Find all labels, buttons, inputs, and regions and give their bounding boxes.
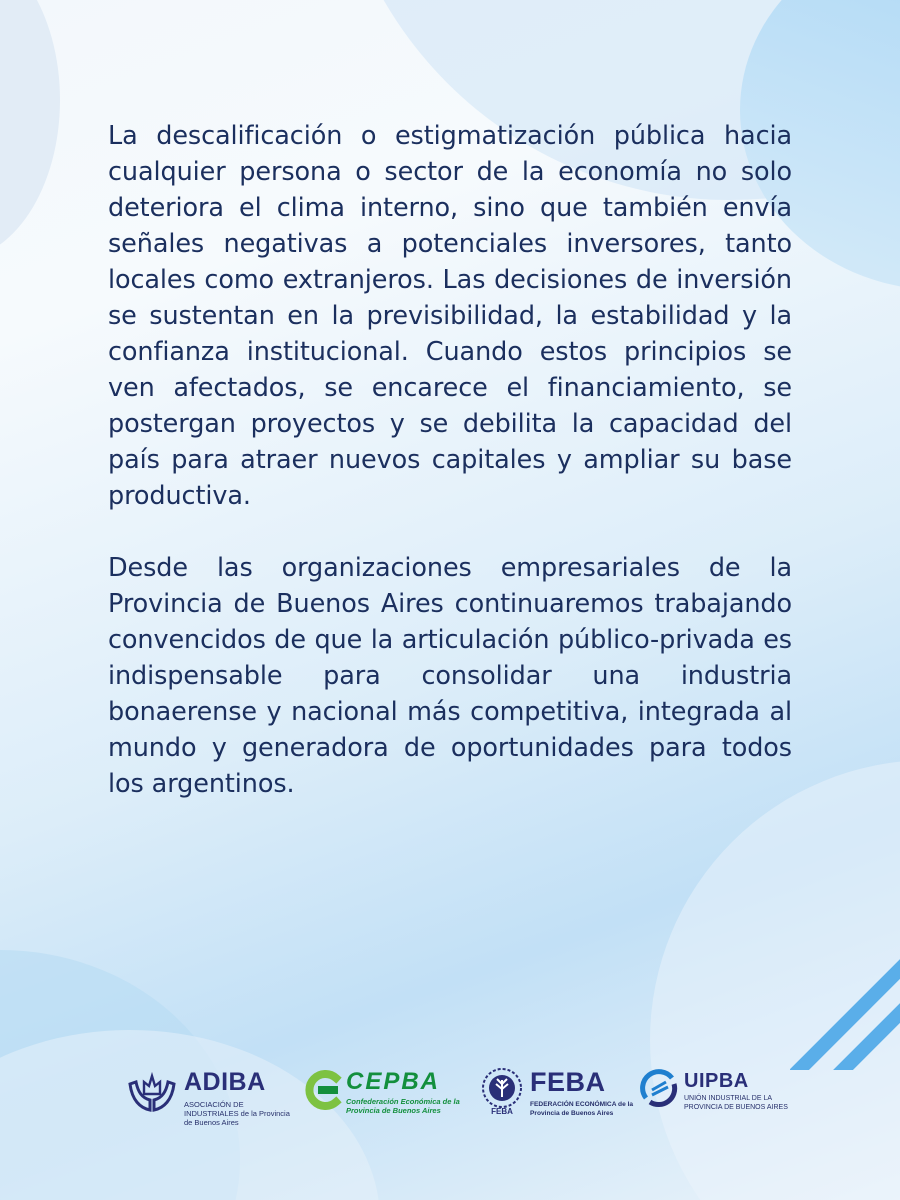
background-circle (0, 0, 60, 260)
cepba-logo (302, 1060, 467, 1122)
uipba-name: UIPBA (684, 1070, 749, 1092)
stripe (790, 938, 900, 1070)
feba-subtitle: FEDERACIÓN ECONÓMICA de la Provincia de Buenos Aires (530, 1101, 634, 1117)
paragraph-2: Desde las organizaciones empresariales de la Provincia de Buenos Aires continuaremos trabajando convencidos de que la articulación público-privada es indispensable para consolidar una industria bonaerense y nacional más competitiva, integrada al mundo y generadora de oportunidades para todos los argentinos. (108, 553, 792, 799)
adiba-name: ADIBA (184, 1068, 266, 1096)
feba-seal-text: FEBA (491, 1107, 513, 1116)
cepba-name: CEPBA (346, 1068, 441, 1095)
adiba-subtitle: ASOCIACIÓN DE INDUSTRIALES de la Provincia de Buenos Aires (184, 1100, 290, 1127)
organizations-logos (0, 1060, 900, 1130)
statement-body (108, 118, 792, 802)
uipba-subtitle: UNIÓN INDUSTRIAL DE LA PROVINCIA DE BUENOS AIRES (684, 1095, 788, 1111)
feba-wheat-seal-icon (478, 1066, 526, 1116)
paragraph-1: La descalificación o estigmatización pública hacia cualquier persona o sector de la economía no solo deteriora el clima interno, sino que también envía señales negativas a potenciales inversores, tanto locales como extranjeros. Las decisiones de inversión se sustentan en la previsibilidad, la estabilidad y la confianza institucional. Cuando estos principios se ven afectados, se encarece el financiamiento, se postergan proyectos y se debilita la capacidad del país para atraer nuevos capitales y ampliar su base productiva. (108, 121, 792, 511)
hands-icon (126, 1070, 178, 1114)
decorative-stripes (790, 930, 900, 1070)
cepba-subtitle: Confederación Económica de la Provincia de Buenos Aires (346, 1097, 460, 1115)
uipba-logo (640, 1060, 790, 1122)
adiba-logo (126, 1060, 290, 1127)
uipba-globe-icon (640, 1068, 678, 1108)
feba-name: FEBA (530, 1067, 606, 1097)
cepba-c-icon (302, 1070, 342, 1110)
feba-logo (478, 1060, 634, 1122)
